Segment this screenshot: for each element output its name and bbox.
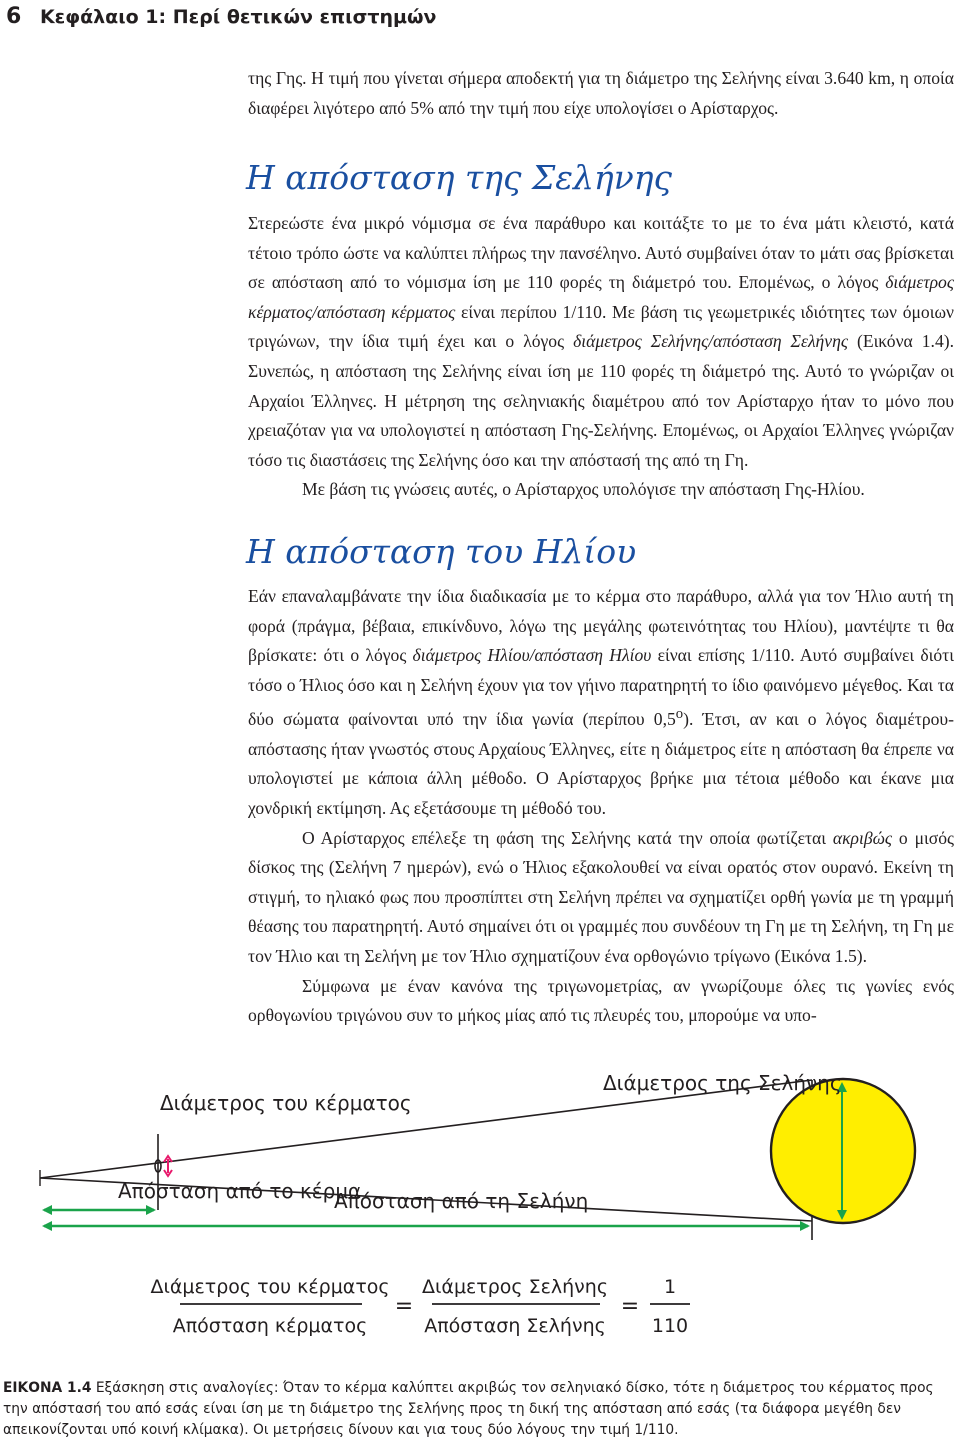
page-number: 6 [6,4,22,29]
label-coin-diameter: Διάμετρος του κέρματος [160,1091,412,1115]
sun-paragraph-2 [248,824,954,972]
italic-ratio-sun: διάμετρος Ηλίου/απόσταση Ηλίου [412,645,652,666]
label-coin-distance: Απόσταση από το κέρμα [118,1179,362,1203]
running-head [6,4,436,29]
eq-numerator-1: Διάμετρος του κέρματος [150,1276,390,1298]
ratio-equation [150,1276,690,1337]
sun-paragraph-1 [248,582,954,824]
moon-paragraph-1 [248,209,954,475]
text-run: είναι επίσης 1/110. Αυτό συμβαίνει διότι τόσο ο Ήλιος όσο και η Σελήνη έχουν για τον γήινο παρατηρητή το ίδιο φαινόμενο μέγεθος. Και τα δύο σώματα φαίνονται υπό την ίδια γωνία (περίπου 0,5 [248,645,954,730]
section-title-sun-distance: Η απόσταση του Ηλίου [246,532,637,571]
eq-denominator-3: 110 [651,1315,689,1337]
text-run: Στερεώστε ένα μικρό νόμισμα σε ένα παράθυρο και κοιτάξτε το με το ένα μάτι κλειστό, κατά τέτοιο τρόπο ώστε να καλύπτει πλήρως την πανσέληνο. Αυτό συμβαίνει όταν το μάτι σας βρίσκεται σε απόσταση από το νόμισμα ίση με 110 φορές τη διάμετρό του. Επομένως, ο λόγος [248,213,954,293]
eq-equals-2: = [620,1294,640,1319]
sun-section-body [248,582,954,1031]
degree-superscript: ο [675,706,684,723]
intro-paragraph-block [248,64,954,123]
section-title-moon-distance: Η απόσταση της Σελήνης [246,158,673,197]
eq-denominator-1: Απόσταση κέρματος [172,1315,368,1337]
eq-numerator-2: Διάμετρος Σελήνης [422,1276,608,1298]
intro-paragraph: της Γης. Η τιμή που γίνεται σήμερα αποδεκτή για τη διάμετρο της Σελήνης είναι 3.640 km, η οποία διαφέρει λιγότερο από 5% από την τιμή που είχε υπολογίσει ο Αρίσταρχος. [248,68,954,118]
text-run: ο μισός δίσκος της (Σελήνη 7 ημερών), ενώ ο Ήλιος εξακολουθεί να είναι ορατός στον ουρανό. Εκείνη τη στιγμή, το ηλιακό φως που προσπίπτει στη Σελήνη πρέπει να σχηματίζει ορθή γωνία με τη γραμμή θέασης του παρατηρητή. Αυτό σημαίνει ότι οι γραμμές που συνδέουν τη Γη με τη Σελήνη, τη Γη με τον Ήλιο και τη Σελήνη με τον Ήλιο σχηματίζουν ένα ορθογώνιο τρίγωνο (Εικόνα 1.5). [248,827,954,966]
moon-paragraph-2: Με βάση τις γνώσεις αυτές, ο Αρίσταρχος υπολόγισε την απόσταση Γης-Ηλίου. [302,479,865,500]
sun-paragraph-3: Σύμφωνα με έναν κανόνα της τριγωνομετρίας, αν γνωρίζουμε όλες τις γωνίες ενός ορθογωνίου τριγώνου συν το μήκος μίας από τις πλευρές του, μπορούμε να υπο- [248,975,954,1026]
moon-section-body [248,209,954,505]
figure-caption [3,1378,953,1441]
text-run: ). Έτσι, αν και ο λόγος διαμέτρου-απόστασης ήταν γνωστός στους Αρχαίους Έλληνες, είτε η διάμετρος είτε η απόσταση θα έπρεπε να υπολογιστεί με κάποια άλλη μέθοδο. Ο Αρίσταρχος βρήκε μια τέτοια μέθοδο και έκανε μια χονδρική εκτίμηση. Ας εξετάσουμε τη μέθοδό του. [248,709,954,819]
eq-numerator-3: 1 [663,1276,677,1298]
italic-ratio-moon: διάμετρος Σελήνης/απόσταση Σελήνης [573,331,848,352]
italic-ratio-coin: διάμετρος κέρματος/απόσταση κέρματος [248,272,954,322]
caption-text: Εξάσκηση στις αναλογίες: Όταν το κέρμα καλύπτει ακριβώς τον σεληνιακό δίσκο, τότε η διάμετρος του κέρματος προς την απόστασή του από εσάς είναι ίση με τη διάμετρο της Σελήνης προς τη δική της απόσταση από εσάς (τα διάφορα μεγέθη δεν απεικονίζονται υπό κοινή κλίμακα). Οι μετρήσεις δίνουν και για τους δύο λόγους την τιμή 1/110. [3,1380,934,1438]
figure-label: ΕΙΚΟΝΑ 1.4 [3,1380,92,1396]
text-run: Ο Αρίσταρχος επέλεξε τη φάση της Σελήνης κατά την οποία φωτίζεται [302,827,833,848]
chapter-title: Κεφάλαιο 1: Περί θετικών επιστημών [39,6,437,28]
eq-denominator-2: Απόσταση Σελήνης [424,1315,606,1337]
eq-equals-1: = [394,1294,414,1319]
label-moon-distance: Απόσταση από τη Σελήνη [334,1189,589,1213]
coin-moon-diagram [0,1060,960,1360]
figure-1-4 [0,1060,960,1360]
italic-exactly: ακριβώς [832,827,893,848]
text-run: Εάν επαναλαμβάνατε την ίδια διαδικασία με το κέρμα στο παράθυρο, αλλά για τον Ήλιο αυτή τη φορά (πράγμα, βέβαια, επικίνδυνο, λόγω της μεγάλης φωτεινότητας του Ηλίου), μαντέψτε τι θα βρίσκατε: ότι ο λόγος [248,586,954,666]
text-run: είναι περίπου 1/110. Με βάση τις γεωμετρικές ιδιότητες των όμοιων τριγώνων, την ίδια τιμή έχει και ο λόγος [248,301,954,352]
text-run: (Εικόνα 1.4). Συνεπώς, η απόσταση της Σελήνης είναι ίση με 110 φορές τη διάμετρό της. Αυτό το γνώριζαν οι Αρχαίοι Έλληνες. Η μέτρηση της σεληνιακής διαμέτρου από τον Αρίσταρχο ήταν το μόνο που χρειαζόταν για να υπολογιστεί η απόσταση Γης-Σελήνης. Επομένως, οι Αρχαίοι Έλληνες γνώριζαν τόσο τις διαστάσεις της Σελήνης όσο και την απόστασή της από τη Γη. [248,331,954,470]
label-moon-diameter: Διάμετρος της Σελήνης [603,1071,842,1095]
